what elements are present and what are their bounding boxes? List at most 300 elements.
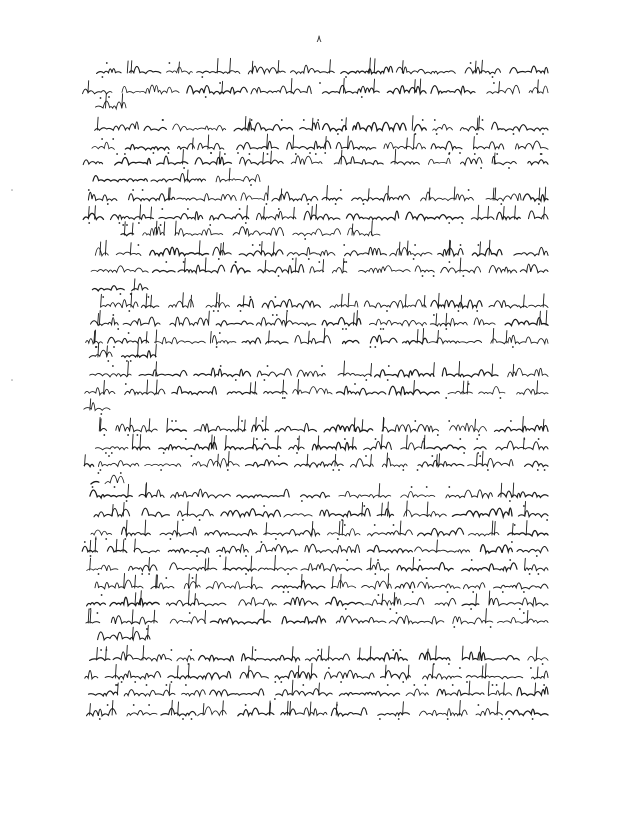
handwritten-word <box>322 318 361 326</box>
handwritten-stroke <box>183 293 184 307</box>
handwritten-dot <box>445 397 447 399</box>
handwritten-line <box>87 591 548 610</box>
handwritten-stroke <box>485 664 486 678</box>
handwritten-dot <box>98 573 100 575</box>
handwritten-word <box>281 709 296 715</box>
handwritten-stroke <box>140 205 141 219</box>
handwritten-dot <box>470 608 472 610</box>
handwritten-word <box>336 386 385 395</box>
handwritten-dot <box>219 555 221 557</box>
handwritten-stroke <box>156 380 157 394</box>
handwritten-dot <box>386 310 388 312</box>
handwritten-dot <box>447 718 449 720</box>
handwritten-word <box>89 691 118 696</box>
handwritten-word <box>368 530 413 536</box>
handwritten-dot <box>538 573 540 575</box>
handwritten-dot <box>512 346 514 348</box>
handwritten-word <box>87 709 117 716</box>
handwritten-dot <box>205 96 207 98</box>
handwritten-word <box>184 582 200 589</box>
handwritten-stroke <box>462 646 463 660</box>
handwritten-stroke <box>495 188 496 200</box>
handwritten-line <box>97 58 549 78</box>
handwritten-dot <box>458 310 460 312</box>
handwritten-word <box>312 442 356 450</box>
handwritten-line <box>91 472 124 488</box>
handwritten-stroke <box>97 117 98 130</box>
handwritten-dot <box>185 438 187 440</box>
handwritten-stroke <box>352 224 353 235</box>
handwritten-word <box>461 158 483 165</box>
handwritten-dot <box>130 360 132 362</box>
handwritten-dot <box>370 346 372 348</box>
handwritten-line <box>87 555 548 574</box>
handwritten-word <box>237 141 279 149</box>
handwritten-dot <box>281 119 283 121</box>
handwritten-stroke <box>469 681 470 695</box>
handwritten-word <box>92 286 124 291</box>
handwritten-word <box>382 424 439 432</box>
handwritten-word <box>206 302 229 307</box>
handwritten-dot <box>478 434 480 436</box>
handwritten-dot <box>463 275 465 277</box>
handwritten-word <box>210 618 270 624</box>
handwritten-dot <box>99 718 101 720</box>
handwritten-dot <box>413 684 415 686</box>
handwritten-dot <box>183 167 185 169</box>
handwritten-word <box>178 144 195 149</box>
handwritten-word <box>231 265 250 273</box>
handwritten-line <box>98 625 150 640</box>
handwritten-word <box>350 459 373 467</box>
handwritten-stroke <box>147 380 148 394</box>
handwritten-stroke <box>128 484 129 497</box>
handwritten-dot <box>463 452 465 454</box>
handwritten-dot <box>210 152 212 154</box>
handwritten-word <box>498 491 548 497</box>
handwritten-stroke <box>135 593 136 605</box>
handwritten-dot <box>471 559 473 561</box>
handwritten-word <box>142 508 170 517</box>
handwritten-line <box>90 361 548 381</box>
handwritten-dot <box>185 684 187 686</box>
handwritten-word <box>452 508 512 517</box>
handwritten-word <box>486 194 521 201</box>
handwritten-word <box>95 447 128 450</box>
handwritten-line <box>82 537 548 557</box>
handwritten-word <box>358 653 408 661</box>
handwritten-stroke <box>545 187 546 200</box>
handwritten-dot <box>378 594 380 596</box>
handwritten-dot <box>490 626 492 628</box>
handwritten-line <box>101 293 548 312</box>
handwritten-dot <box>436 133 438 135</box>
handwritten-dot <box>276 314 278 316</box>
handwritten-word <box>473 142 503 149</box>
handwritten-stroke <box>427 502 428 516</box>
handwritten-line <box>85 379 548 399</box>
handwritten-dot <box>274 698 276 700</box>
handwritten-line <box>89 680 549 700</box>
handwritten-stroke <box>178 702 179 715</box>
handwritten-word <box>517 389 548 395</box>
handwritten-dot <box>509 500 511 502</box>
handwritten-stroke <box>438 330 439 343</box>
handwritten-line <box>83 204 548 224</box>
handwritten-word <box>291 156 322 165</box>
handwritten-stroke <box>216 293 217 307</box>
handwritten-line <box>95 434 548 454</box>
handwritten-dot <box>424 684 426 686</box>
handwritten-dot <box>546 519 548 521</box>
handwritten-word <box>90 373 131 376</box>
handwritten-stroke <box>170 188 171 200</box>
handwritten-dot <box>480 167 482 169</box>
handwritten-stroke <box>414 134 415 149</box>
handwritten-word <box>282 616 326 624</box>
handwritten-dot <box>542 133 544 135</box>
handwritten-stroke <box>525 558 526 570</box>
handwritten-dot <box>468 189 470 191</box>
handwritten-word <box>88 192 117 200</box>
handwritten-dot <box>283 591 285 593</box>
handwritten-word <box>460 127 483 131</box>
handwritten-word <box>172 386 217 394</box>
handwritten-stroke <box>100 419 101 431</box>
handwritten-dot <box>302 684 304 686</box>
handwritten-word <box>210 689 264 696</box>
handwritten-dot <box>245 704 247 706</box>
handwritten-word <box>332 268 347 273</box>
handwritten-word <box>92 142 115 149</box>
handwritten-dot <box>98 472 100 474</box>
handwritten-word <box>528 160 548 165</box>
handwritten-word <box>168 548 189 552</box>
handwritten-word <box>115 158 151 165</box>
handwritten-word <box>272 192 318 201</box>
handwritten-word <box>98 461 138 467</box>
handwritten-dot <box>120 472 122 474</box>
handwritten-dot <box>249 153 251 155</box>
handwritten-word <box>396 67 455 74</box>
handwritten-dot <box>106 649 108 651</box>
margin-mark <box>11 189 13 191</box>
handwritten-word <box>401 491 435 497</box>
handwritten-dot <box>182 718 184 720</box>
handwritten-word <box>496 441 548 450</box>
handwritten-word <box>155 337 206 344</box>
handwritten-dot <box>392 649 394 651</box>
handwritten-word <box>95 122 139 130</box>
handwritten-dot <box>511 541 513 543</box>
handwritten-word <box>159 212 203 220</box>
handwritten-stroke <box>488 681 489 695</box>
handwritten-word <box>145 464 181 467</box>
handwritten-word <box>121 233 134 235</box>
handwritten-word <box>276 689 333 696</box>
handwritten-dot <box>519 608 521 610</box>
handwritten-stroke <box>546 311 547 326</box>
handwritten-dot <box>175 420 177 422</box>
handwritten-dot <box>251 119 253 121</box>
handwritten-stroke <box>205 559 206 570</box>
handwritten-dot <box>100 649 102 651</box>
handwritten-word <box>98 631 150 640</box>
handwritten-word <box>89 350 112 358</box>
handwritten-dot <box>544 469 546 471</box>
handwritten-dot <box>400 649 402 651</box>
handwritten-word <box>320 508 370 516</box>
handwritten-word <box>238 299 254 307</box>
handwritten-stroke <box>249 119 250 130</box>
handwritten-dot <box>191 718 193 720</box>
handwritten-dot <box>256 438 258 440</box>
handwritten-word <box>95 580 143 589</box>
handwritten-stroke <box>374 59 375 73</box>
handwritten-word <box>101 300 138 308</box>
handwritten-word <box>489 301 527 308</box>
handwritten-dot <box>165 261 167 263</box>
handwritten-dot <box>476 310 478 312</box>
handwritten-stroke <box>379 484 380 497</box>
handwritten-word <box>151 173 206 182</box>
handwritten-dot <box>345 608 347 610</box>
handwritten-word <box>107 546 126 552</box>
handwritten-stroke <box>248 666 249 678</box>
handwritten-dot <box>448 420 450 422</box>
handwritten-dot <box>449 261 451 263</box>
handwritten-stroke <box>268 186 269 200</box>
handwritten-line <box>95 573 548 592</box>
handwritten-word <box>182 690 206 696</box>
handwritten-line <box>87 700 549 720</box>
handwritten-word <box>428 158 450 164</box>
handwritten-stroke <box>388 502 389 516</box>
handwritten-word <box>301 492 330 497</box>
handwritten-stroke <box>127 61 128 73</box>
handwritten-line <box>91 520 548 540</box>
handwritten-stroke <box>407 241 408 255</box>
handwritten-stroke <box>146 294 147 307</box>
handwritten-word <box>97 69 122 74</box>
handwritten-dot <box>459 667 461 669</box>
handwritten-word <box>336 141 376 150</box>
handwritten-dot <box>190 649 192 651</box>
handwritten-stroke <box>188 591 189 605</box>
handwritten-word <box>510 66 548 73</box>
handwritten-dot <box>292 258 294 260</box>
handwritten-word <box>474 447 486 450</box>
handwritten-word <box>495 425 549 431</box>
handwritten-dot <box>102 76 104 78</box>
handwritten-stroke <box>492 364 493 376</box>
handwritten-word <box>221 509 281 517</box>
handwritten-dot <box>328 667 330 669</box>
handwritten-dot <box>187 208 189 210</box>
handwritten-word <box>275 423 316 431</box>
handwritten-word <box>389 616 444 624</box>
handwritten-word <box>330 301 358 308</box>
handwritten-dot <box>209 224 211 226</box>
handwritten-word <box>175 229 223 236</box>
handwritten-dot <box>160 224 162 226</box>
handwritten-word <box>141 305 158 308</box>
handwritten-word <box>170 317 209 326</box>
handwritten-word <box>187 86 248 94</box>
handwritten-stroke <box>263 152 264 164</box>
handwritten-dot <box>126 360 128 362</box>
handwritten-dot <box>514 524 516 526</box>
handwritten-word <box>94 508 130 516</box>
handwritten-stroke <box>130 418 131 431</box>
handwritten-word <box>160 527 196 536</box>
handwritten-word <box>213 247 231 255</box>
handwritten-stroke <box>205 611 206 624</box>
handwritten-word <box>237 489 289 498</box>
handwritten-dot <box>447 591 449 593</box>
handwritten-stroke <box>454 187 455 200</box>
handwritten-word <box>192 459 239 467</box>
handwritten-stroke <box>312 522 313 536</box>
handwritten-dot <box>216 346 218 348</box>
handwritten-stroke <box>482 451 483 466</box>
handwritten-stroke <box>399 242 400 255</box>
handwritten-stroke <box>156 330 157 343</box>
handwritten-dot <box>127 434 129 436</box>
handwritten-dot <box>341 119 343 121</box>
handwritten-stroke <box>203 704 204 716</box>
handwritten-word <box>199 655 234 661</box>
handwritten-dot <box>426 577 428 579</box>
handwritten-dot <box>434 119 436 121</box>
handwritten-stroke <box>413 557 414 570</box>
handwritten-stroke <box>406 435 407 449</box>
handwritten-word <box>415 266 434 272</box>
handwritten-stroke <box>172 700 173 715</box>
handwritten-word <box>205 529 257 536</box>
handwritten-stroke <box>476 594 477 605</box>
handwritten-dot <box>183 261 185 263</box>
handwritten-dot <box>108 455 110 457</box>
handwritten-dot <box>117 328 119 330</box>
handwritten-word <box>453 617 493 624</box>
handwritten-word <box>242 338 261 344</box>
handwritten-stroke <box>400 521 401 535</box>
handwritten-word <box>448 391 472 394</box>
handwritten-stroke <box>149 558 150 571</box>
handwritten-dot <box>375 438 377 440</box>
handwritten-dot <box>448 663 450 665</box>
handwritten-stroke <box>164 222 165 235</box>
handwritten-dot <box>296 452 298 454</box>
handwritten-word <box>489 265 517 272</box>
handwritten-dot <box>508 718 510 720</box>
handwritten-stroke <box>169 684 170 695</box>
handwritten-dot <box>445 328 447 330</box>
handwritten-dot <box>119 222 121 224</box>
handwritten-word <box>479 386 505 394</box>
handwritten-word <box>489 597 548 606</box>
handwritten-stroke <box>132 610 133 623</box>
handwritten-word <box>370 335 397 343</box>
handwritten-stroke <box>420 79 421 93</box>
handwritten-stroke <box>405 294 406 307</box>
handwritten-dot <box>414 244 416 246</box>
handwritten-word <box>296 708 327 716</box>
handwritten-stroke <box>195 594 196 605</box>
handwritten-dot <box>487 469 489 471</box>
handwritten-word <box>275 671 317 679</box>
handwritten-dot <box>448 486 450 488</box>
handwritten-dot <box>138 222 140 224</box>
handwritten-stroke <box>281 189 282 200</box>
handwritten-stroke <box>343 259 344 272</box>
handwritten-dot <box>148 573 150 575</box>
handwritten-word <box>245 444 281 450</box>
handwritten-stroke <box>253 438 254 449</box>
handwritten-word <box>463 652 520 661</box>
handwritten-dot <box>133 704 135 706</box>
handwritten-stroke <box>128 362 129 376</box>
handwritten-dot <box>496 684 498 686</box>
handwritten-dot <box>365 379 367 381</box>
handwritten-dot <box>90 555 92 557</box>
handwritten-dot <box>324 152 326 154</box>
handwritten-word <box>359 266 411 273</box>
handwritten-word <box>427 445 465 450</box>
handwritten-word <box>105 475 124 484</box>
handwritten-dot <box>315 153 317 155</box>
handwritten-word <box>134 548 160 553</box>
handwritten-stroke <box>504 683 505 695</box>
handwritten-stroke <box>99 417 100 431</box>
handwritten-word <box>122 351 156 358</box>
handwritten-word <box>431 141 462 149</box>
handwritten-line <box>84 399 110 415</box>
handwritten-dot <box>262 420 264 422</box>
handwritten-stroke <box>298 666 299 678</box>
handwritten-stroke <box>374 79 375 93</box>
handwritten-word <box>257 369 291 377</box>
handwritten-word <box>310 267 324 273</box>
handwritten-word <box>297 370 325 377</box>
handwritten-line <box>95 240 548 260</box>
handwritten-dot <box>137 434 139 436</box>
handwritten-word <box>364 300 426 308</box>
handwritten-word <box>217 544 249 552</box>
handwritten-dot <box>437 434 439 436</box>
handwritten-dot <box>220 365 222 367</box>
handwritten-stroke <box>104 380 105 394</box>
handwritten-stroke <box>179 62 180 73</box>
handwritten-word <box>216 174 260 181</box>
handwritten-word <box>91 266 148 273</box>
handwritten-word <box>326 597 364 606</box>
handwritten-dot <box>182 519 184 521</box>
handwritten-stroke <box>199 241 200 255</box>
handwritten-stroke <box>157 575 158 588</box>
handwritten-dot <box>433 314 435 316</box>
handwritten-word <box>523 194 548 201</box>
handwritten-word <box>233 227 284 236</box>
handwritten-dot <box>337 133 339 135</box>
handwritten-stroke <box>501 483 502 497</box>
handwritten-word <box>206 581 262 589</box>
handwritten-stroke <box>97 647 98 660</box>
handwritten-dot <box>466 681 468 683</box>
handwritten-dot <box>536 555 538 557</box>
handwritten-dot <box>272 314 274 316</box>
